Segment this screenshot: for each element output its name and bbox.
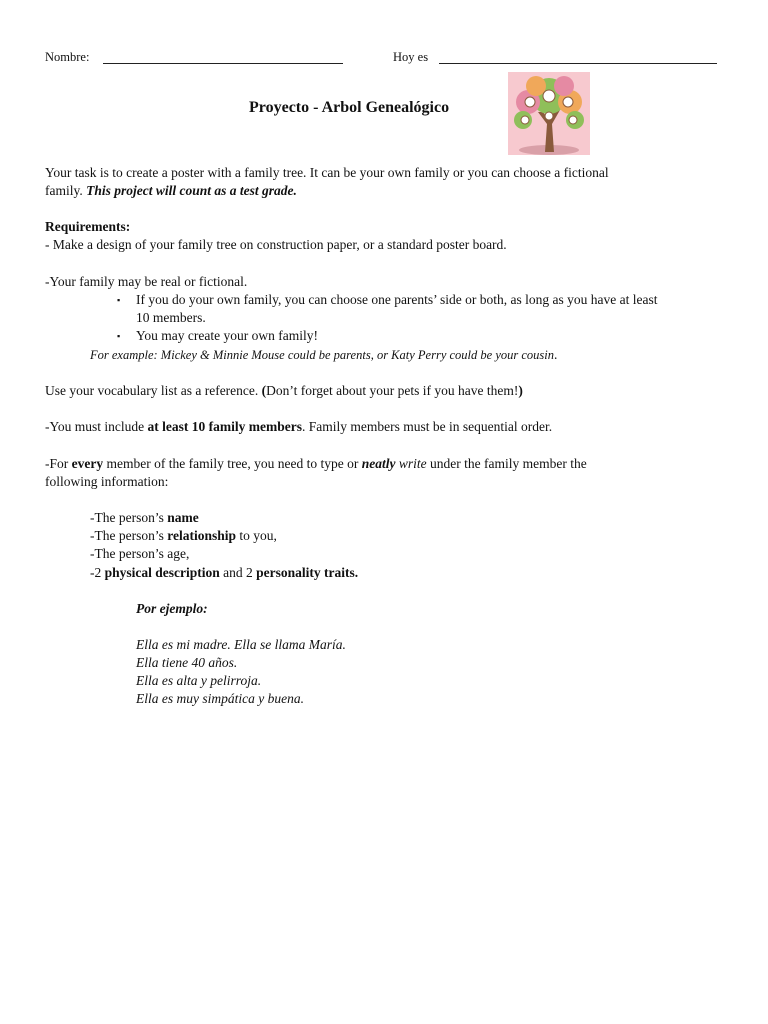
example-heading: Por ejemplo: [136,601,208,616]
every-member-line-1 [45,455,587,473]
requirement-design: - Make a design of your family tree on construction paper, or a standard poster board. [45,237,507,252]
example-period: . [554,347,558,362]
members-requirement [45,418,552,436]
every-text-f: under the family member the [426,456,587,471]
bullet-create-family: You may create your own family! [136,328,318,343]
name-label: Nombre: [45,50,90,64]
example-line-1: Ella es mi madre. Ella se llama María. [136,637,346,652]
example-note [90,346,557,364]
date-label: Hoy es [393,50,429,64]
info-description [90,564,358,582]
every-text-a: -For [45,456,72,471]
info-relationship [90,527,277,545]
example-line-4: Ella es muy simpática y buena. [136,691,304,706]
info-rel-end: to you, [236,528,277,543]
info-rel-emphasis: relationship [167,528,236,543]
info-age: -The person’s age, [90,546,190,561]
intro-line-2 [45,182,297,200]
test-grade-note: This project will count as a test grade. [86,183,297,198]
every-text-c: member of the family tree, you need to type or [103,456,362,471]
every-member-line-2: following information: [45,474,169,489]
paren-close: ) [518,383,523,398]
bullet-own-family-line-1: If you do your own family, you can choose one parents’ side or both, as long as you have at least [136,292,658,307]
info-physical-emphasis: physical description [104,565,220,580]
tree-icon [508,72,590,155]
example-line-2: Ella tiene 40 años. [136,655,238,670]
bullet-own-family-line-2: 10 members. [136,310,206,325]
info-name [90,509,199,527]
requirement-family-type: -Your family may be real or fictional. [45,274,248,289]
name-field-line[interactable] [103,63,343,64]
intro-line-1: Your task is to create a poster with a family tree. It can be your own family or you can choose a fictional [45,165,609,180]
bullet-icon: ▪ [117,295,121,305]
page-title: Proyecto - Arbol Genealógico [249,99,450,116]
info-rel-text: -The person’s [90,528,168,543]
neatly-emphasis: neatly [361,456,396,471]
info-name-emphasis: name [167,510,199,525]
members-text-c: . Family members must be in sequential order. [301,419,553,434]
members-text-a: -You must include [45,419,148,434]
example-text: For example: Mickey & Minnie Mouse could be parents, or Katy Perry could be your cousin [90,348,554,362]
write-emphasis: write [395,456,427,471]
example-line-3: Ella es alta y pelirroja. [136,673,262,688]
date-field-line[interactable] [439,63,717,64]
intro-text: family. [45,183,87,198]
every-emphasis: every [71,456,104,471]
requirements-heading: Requirements: [45,219,131,234]
vocab-note [45,382,523,400]
vocab-text: Use your vocabulary list as a reference. [45,383,262,398]
bullet-icon: ▪ [117,331,121,341]
family-tree-image [508,72,590,155]
info-desc-and: and 2 [219,565,257,580]
paren-open: ( [261,383,267,398]
pets-note: Don’t forget about your pets if you have them! [266,383,519,398]
members-count: at least 10 family members [147,419,302,434]
info-personality-emphasis: personality traits. [256,565,359,580]
info-name-text: -The person’s [90,510,168,525]
info-desc-text: -2 [90,565,105,580]
